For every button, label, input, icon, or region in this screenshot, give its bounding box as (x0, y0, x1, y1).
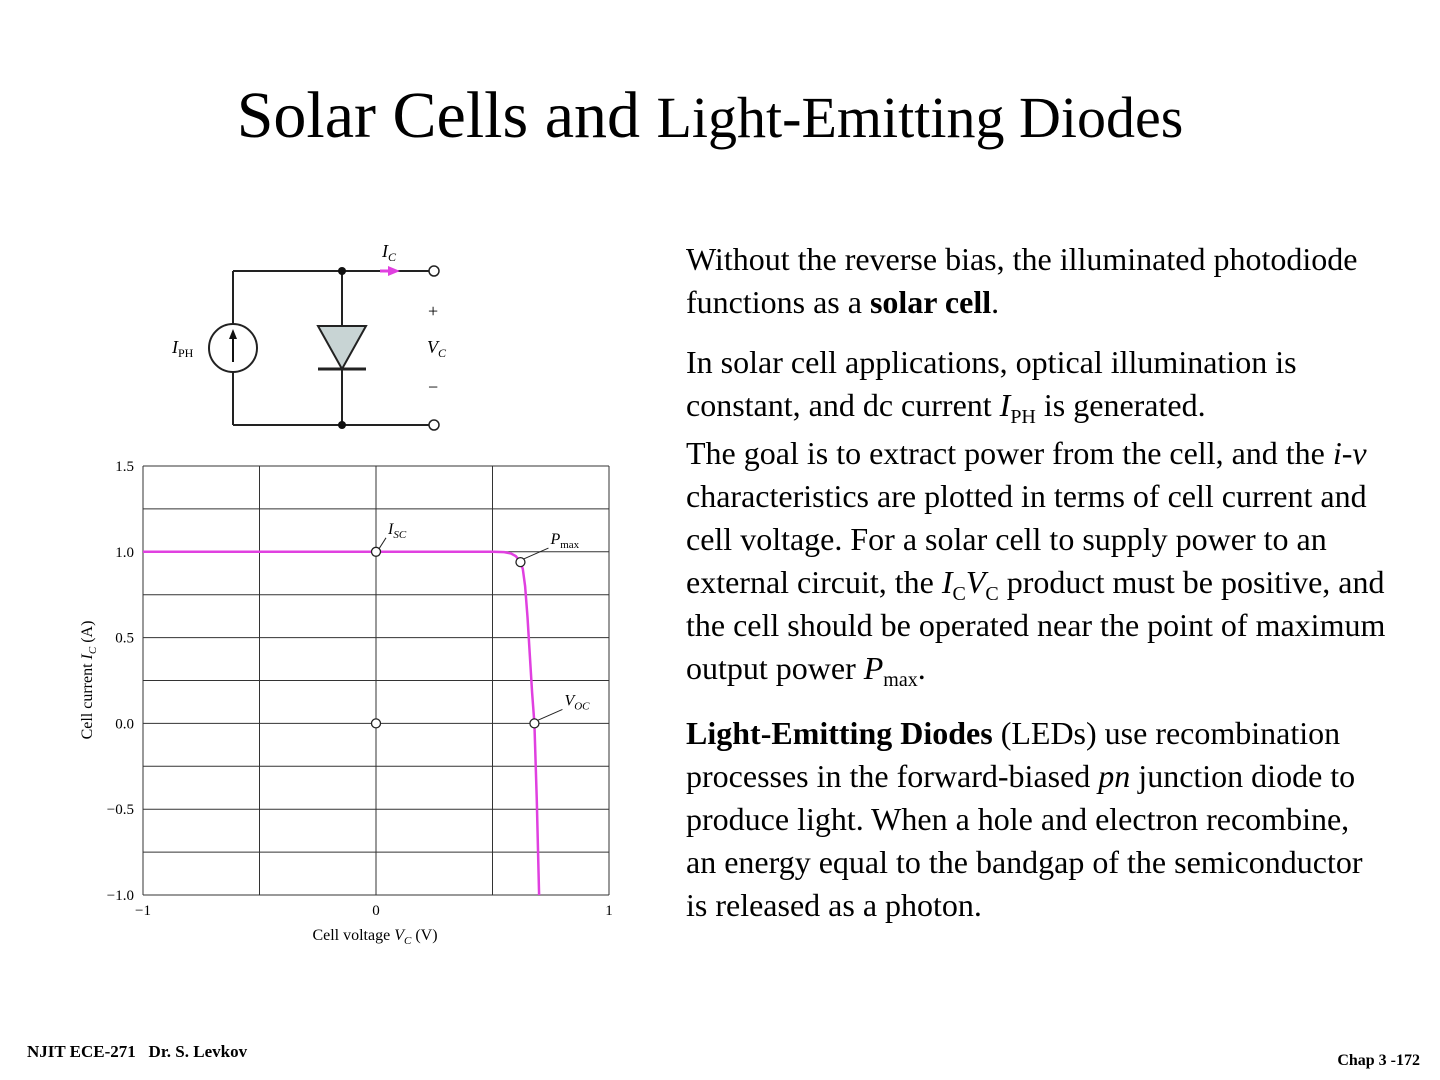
y-tick-label: −1.0 (106, 888, 134, 904)
vc-label: $V_C$ (427, 337, 447, 360)
annotation-point (372, 719, 381, 728)
led-term: Light-Emitting Diodes (686, 715, 993, 751)
x-axis-label: Cell voltage $V_C$ (V) (312, 927, 438, 947)
paragraph-solar-cell (686, 238, 1386, 324)
y-axis-label: Cell current $I_C$ (A) (79, 620, 99, 740)
minus-sign: − (428, 377, 439, 397)
paragraph-led (686, 712, 1386, 927)
top-terminal (429, 266, 439, 276)
footer-course-info: NJIT ECE-271 Dr. S. Levkov (27, 1042, 248, 1061)
annotation-label: $V_{OC}$ (564, 692, 590, 713)
pn-term: pn (1098, 758, 1131, 794)
p3-text-a: The goal is to extract power from the cell, and the (686, 435, 1333, 471)
pmax-symbol: P (863, 650, 884, 686)
iv-characteristic-chart (0, 440, 640, 960)
y-tick-label: 0.5 (115, 630, 134, 647)
p1-end: . (991, 284, 1000, 320)
ic-symbol: I (941, 564, 953, 600)
footer-page-number: Chap 3 -172 (1337, 1052, 1420, 1069)
p3-end: . (917, 650, 926, 686)
current-arrow-icon (388, 266, 400, 276)
vc-subscript: C (985, 583, 999, 605)
bottom-node-dot (338, 421, 346, 429)
y-tick-label: 0.0 (115, 716, 134, 733)
y-tick-label: −0.5 (106, 802, 134, 819)
vc-symbol: V (965, 564, 986, 600)
p4-text-a: (LEDs) use recombination processes in the forward-biased (686, 715, 1341, 794)
p1-text: Without the reverse bias, the illuminated photodiode functions as a (686, 241, 1358, 320)
annotation-leader-line (537, 709, 562, 720)
p2-end: is generated. (1035, 387, 1206, 423)
annotation-point (372, 547, 381, 556)
annotation-leader-line (379, 538, 386, 549)
title-part-2: Light-Emitting Diodes (656, 85, 1184, 150)
paragraph-goal (686, 432, 1386, 690)
diode-icon (318, 326, 366, 369)
x-tick-label: −1 (135, 903, 151, 919)
pmax-subscript: max (883, 669, 918, 691)
body-text (686, 238, 1386, 927)
p2-text: In solar cell applications, optical illumination is constant, and dc current (686, 344, 1297, 423)
paragraph-applications (686, 341, 1386, 427)
chart-grid (143, 466, 609, 895)
ic-subscript: C (952, 583, 966, 605)
p3-text-b: characteristics are plotted in terms of cell current and cell voltage. For a solar cell to supply power to an external circuit, the (686, 478, 1367, 600)
iv-term: i-v (1332, 435, 1367, 471)
source-arrow-icon (229, 329, 237, 339)
bottom-terminal (429, 420, 439, 430)
x-tick-label: 1 (605, 903, 613, 919)
y-tick-label: 1.5 (115, 459, 134, 475)
annotation-point (530, 719, 539, 728)
annotation-point (516, 558, 525, 567)
x-tick-label: 0 (372, 903, 380, 919)
title-part-1: Solar Cells and (236, 79, 657, 152)
ic-label: $I_C$ (382, 241, 397, 264)
plus-sign: + (428, 301, 439, 321)
solar-cell-term: solar cell (869, 284, 992, 320)
p3-text-c: product must be positive, and the cell should be operated near the point of maximum output power (686, 564, 1386, 686)
iph-symbol: I (999, 387, 1011, 423)
annotation-leader-line (523, 548, 548, 559)
solar-cell-circuit-diagram (150, 235, 470, 435)
top-node-dot (338, 267, 346, 275)
iph-label: $I_{PH}$ (172, 337, 194, 360)
annotation-label: $I_{SC}$ (388, 520, 407, 541)
p4-text-b: junction diode to produce light. When a hole and electron recombine, an energy equal to the bandgap of the semiconductor is released as a photon. (686, 758, 1363, 923)
annotation-label: $P_{max}$ (550, 531, 580, 552)
iph-subscript: PH (1010, 406, 1036, 428)
slide-title (0, 78, 1420, 154)
y-tick-label: 1.0 (115, 544, 134, 561)
